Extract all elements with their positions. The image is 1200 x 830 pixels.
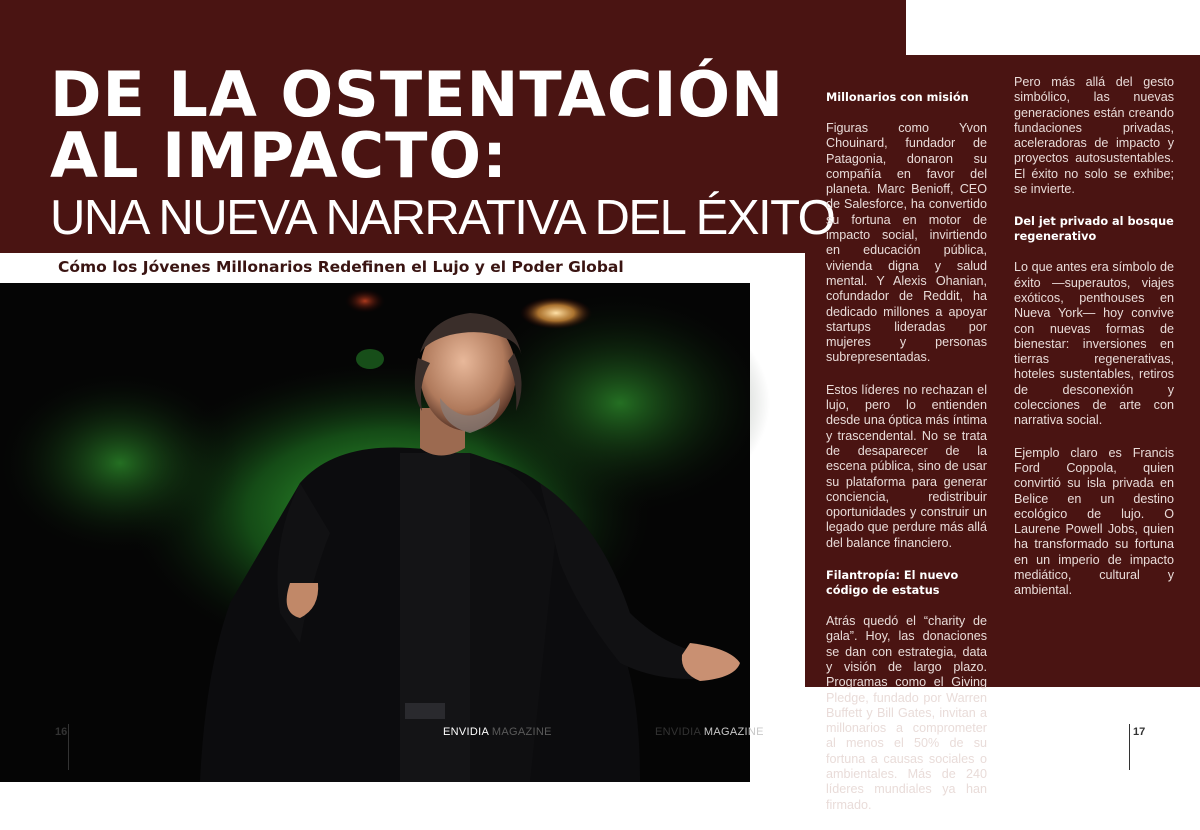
paragraph: Pero más allá del gesto simbólico, las nuevas generaciones están creando fundaciones privadas, aceleradoras de impacto y proyectos autosustentables. El éxito no solo se exhibe; se invierte. <box>1014 75 1174 197</box>
brand-footer-left <box>443 726 552 738</box>
page-number-left: 16 <box>55 726 68 738</box>
paragraph: Lo que antes era símbolo de éxito —superautos, viajes exóticos, penthouses en Nueva York— hoy convive con nuevas formas de bienestar: inversiones en tierras regenerativas, hoteles sustentables, retiros de desconexión y colecciones de arte con narrativa social. <box>1014 260 1174 428</box>
paragraph: Figuras como Yvon Chouinard, fundador de Patagonia, donaron su compañía en favor del planeta. Marc Benioff, CEO de Salesforce, ha convertido su fortuna en motor de impacto social, invirtiendo en educación pública, vivienda digna y salud mental. Y Alexis Ohanian, cofundador de Reddit, ha dedicado millones a apoyar startups lideradas por mujeres y personas subrepresentadas. <box>826 121 987 365</box>
brand-suffix: MAGAZINE <box>491 726 552 738</box>
paragraph: Atrás quedó el “charity de gala”. Hoy, las donaciones se dan con estrategia, data y visión de largo plazo. Programas como el Giving Pledge, fundado por Warren Buffett y Bill Gates, invitan a millonarios a comprometer al menos el 50% de su fortuna a causas sociales o ambientales. Más de 240 líderes mundiales ya han firmado. <box>826 614 987 812</box>
article-column-2 <box>1014 75 1174 616</box>
page-divider-left <box>68 724 69 770</box>
page-divider-right <box>1129 724 1130 770</box>
brand-footer-right <box>655 726 764 738</box>
brand-name: ENVIDIA <box>443 726 489 738</box>
subtitle: Cómo los Jóvenes Millonarios Redefinen el Lujo y el Poder Global <box>58 258 624 276</box>
brand-suffix: MAGAZINE <box>703 726 764 738</box>
page-number-right: 17 <box>1133 726 1146 738</box>
paragraph: Ejemplo claro es Francis Ford Coppola, quien convirtió su isla privada en Belice en un destino ecológico de lujo. O Laurene Powell Jobs, quien ha transformado su fortuna en un imperio de impacto mediático, cultural y ambiental. <box>1014 445 1174 598</box>
paragraph: Estos líderes no rechazan el lujo, pero lo entienden desde una óptica más íntima y trascendental. No se trata de desaparecer de la escena pública, sino de usar su plataforma para generar conciencia, redistribuir oportunidades y construir un legado que perdure más allá del balance financiero. <box>826 382 988 550</box>
section-heading: Filantropía: El nuevo código de estatus <box>826 569 959 598</box>
article-column-1 <box>826 90 987 830</box>
portrait-photo <box>0 283 750 782</box>
headline-line-1: DE LA OSTENTACIÓN <box>50 58 784 131</box>
brand-name: ENVIDIA <box>655 726 701 738</box>
headline-line-3: UNA NUEVA NARRATIVA DEL ÉXITO <box>50 191 835 245</box>
section-heading: Del jet privado al bosque regenerativo <box>1014 215 1174 244</box>
headline-line-2: AL IMPACTO: <box>50 119 508 192</box>
section-heading: Millonarios con misión <box>826 91 969 104</box>
